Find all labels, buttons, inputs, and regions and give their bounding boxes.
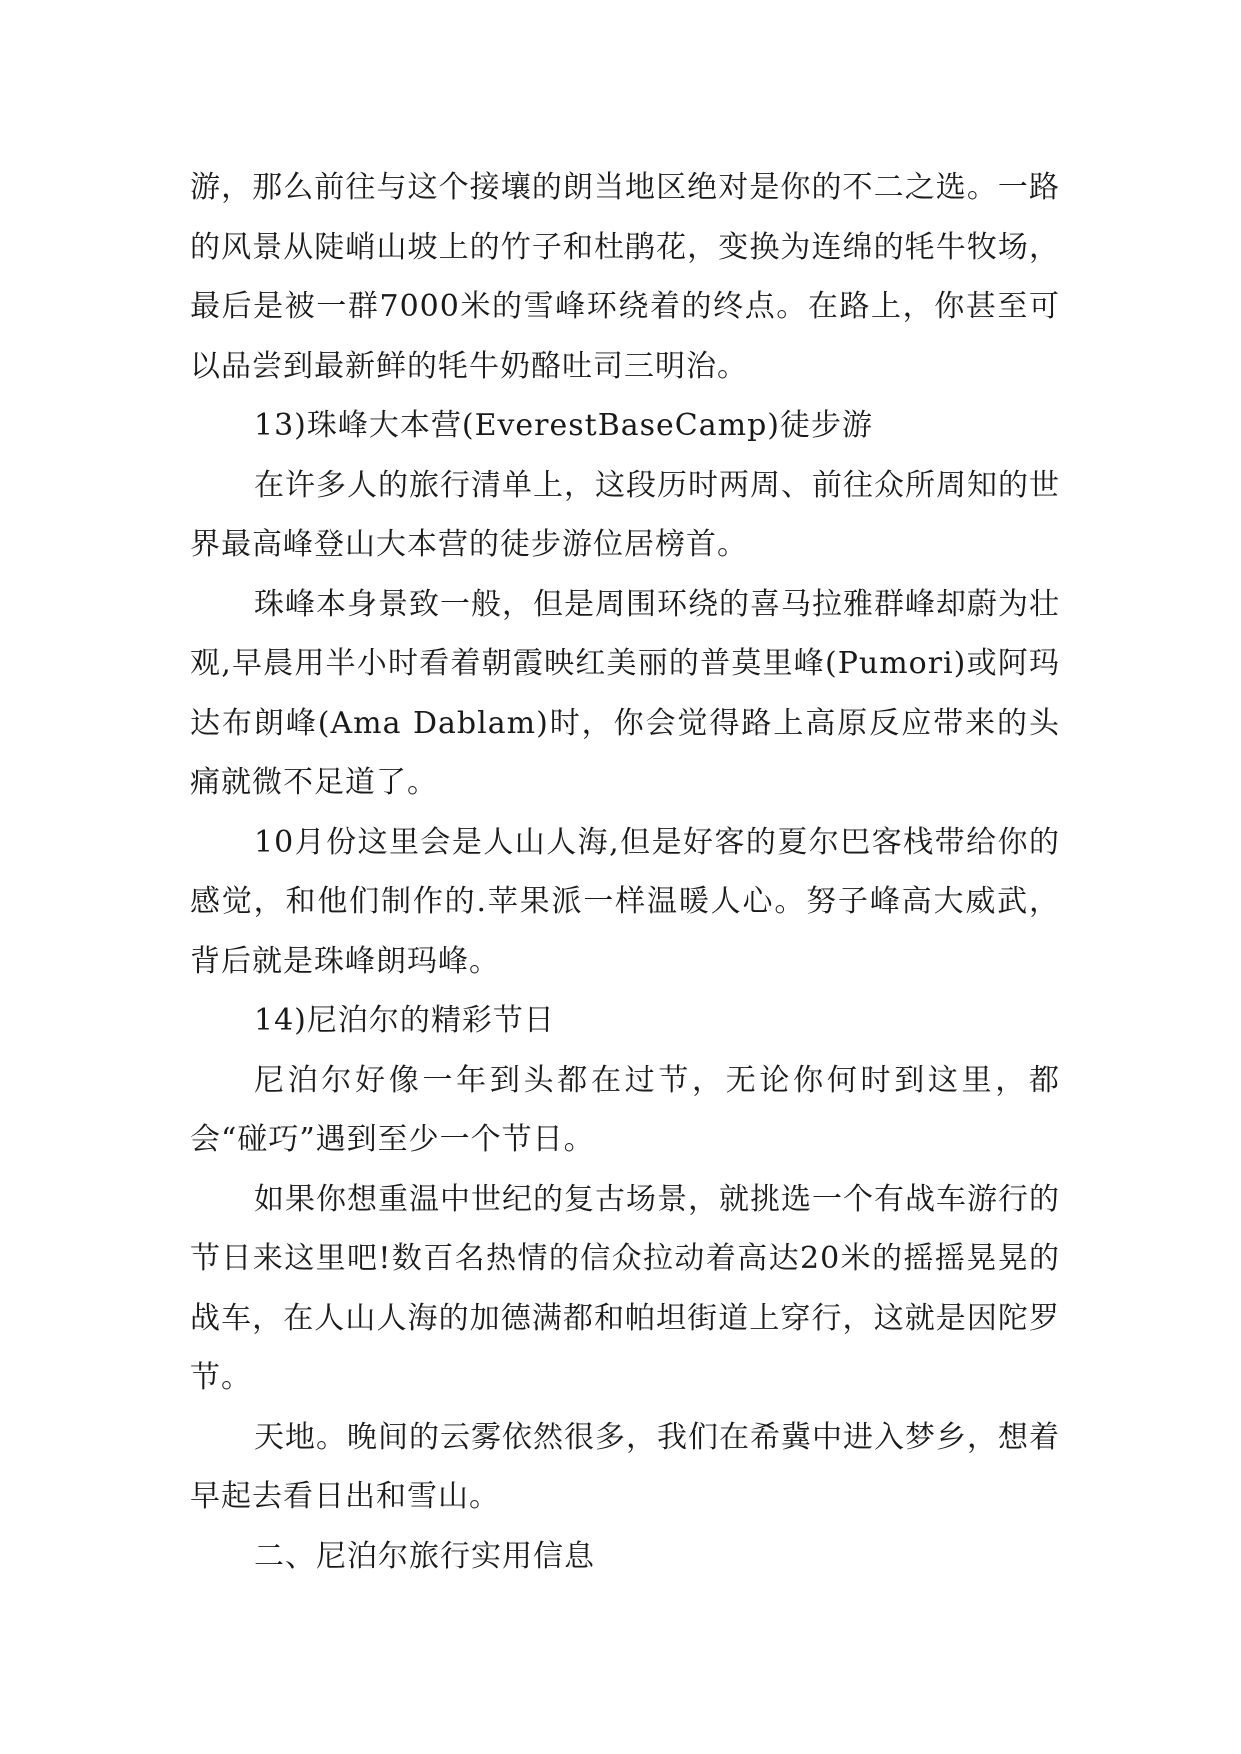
paragraph-langtang-trek: 游，那么前往与这个接壤的朗当地区绝对是你的不二之选。一路的风景从陡峭山坡上的竹子和杜鹃花，变换为连绵的牦牛牧场，最后是被一群7000米的雪峰环绕着的终点。在路上，你甚至可以品尝到最新鲜的牦牛奶酪吐司三明治。 — [190, 170, 1060, 384]
paragraph-ebc-scenery: 珠峰本身景致一般，但是周围环绕的喜马拉雅群峰却蔚为壮观,早晨用半小时看着朝霞映红美丽的普莫里峰(Pumori)或阿玛达布朗峰(Ama Dablam)时，你会觉得路上高原反应带来的头痛就微不足道了。 — [190, 586, 1060, 800]
heading-nepal-festivals: 14)尼泊尔的精彩节日 — [254, 1003, 555, 1038]
paragraph-indra-jatra: 如果你想重温中世纪的复古场景，就挑选一个有战车游行的节日来这里吧!数百名热情的信众拉动着高达20米的摇摇晃晃的战车，在人山人海的加德满都和帕坦街道上穿行，这就是因陀罗节。 — [190, 1181, 1060, 1395]
heading-everest-base-camp: 13)珠峰大本营(EverestBaseCamp)徒步游 — [254, 408, 874, 443]
paragraph-evening-clouds: 天地。晚间的云雾依然很多，我们在希冀中进入梦乡，想着早起去看日出和雪山。 — [190, 1419, 1060, 1514]
paragraph-ebc-october: 10月份这里会是人山人海,但是好客的夏尔巴客栈带给你的感觉，和他们制作的.苹果派一样温暖人心。努子峰高大威武，背后就是珠峰朗玛峰。 — [190, 824, 1060, 979]
document-body — [190, 158, 1060, 1586]
paragraph-ebc-intro: 在许多人的旅行清单上，这段历时两周、前往众所周知的世界最高峰登山大本营的徒步游位居榜首。 — [190, 467, 1060, 562]
paragraph-festivals-intro: 尼泊尔好像一年到头都在过节，无论你何时到这里，都会“碰巧”遇到至少一个节日。 — [190, 1062, 1060, 1157]
heading-practical-info: 二、尼泊尔旅行实用信息 — [254, 1538, 595, 1574]
